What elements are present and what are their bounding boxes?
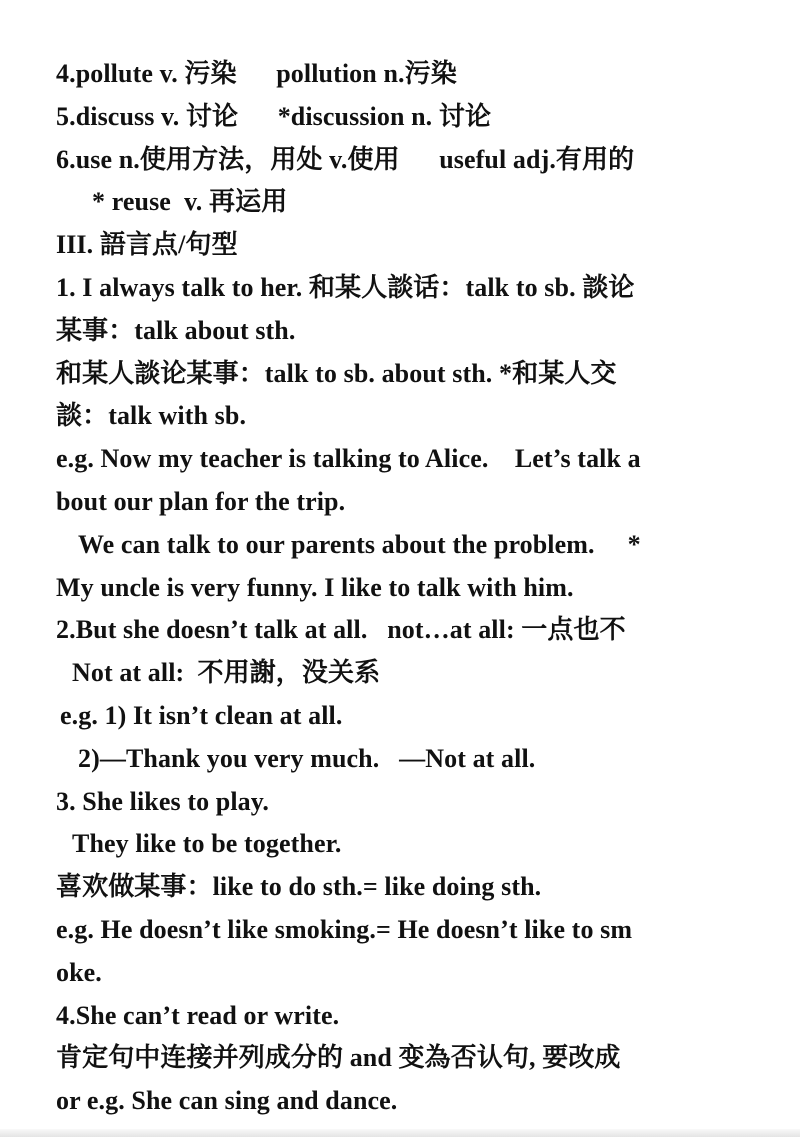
page-bottom-shadow	[0, 1129, 800, 1137]
text-line: 肯定句中连接并列成分的 and 变為否认句, 要改成	[56, 1043, 621, 1073]
text-line: 談：talk with sb.	[56, 401, 247, 431]
text-line: 喜欢做某事：like to do sth.= like doing sth.	[56, 872, 542, 902]
text-line: 4.She can’t read or write.	[56, 1000, 340, 1030]
text-line: e.g. 1) It isn’t clean at all.	[60, 700, 343, 730]
text-line: * reuse v. 再运用	[92, 187, 288, 217]
text-line: 5.discuss v. 讨论 *discussion n. 讨论	[56, 101, 492, 131]
text-line: e.g. He doesn’t like smoking.= He doesn’t like to sm	[56, 914, 633, 944]
text-line: 3. She likes to play.	[56, 786, 270, 816]
text-line: We can talk to our parents about the problem. *	[78, 529, 641, 559]
section-heading: III. 語言点/句型	[56, 230, 238, 260]
text-line: They like to be together.	[72, 829, 342, 859]
text-line: bout our plan for the trip.	[56, 486, 346, 516]
text-line: or e.g. She can sing and dance.	[56, 1086, 398, 1116]
text-line: oke.	[56, 957, 102, 987]
document-body	[0, 53, 800, 1123]
text-line: 2.But she doesn’t talk at all. not…at all: 一点也不	[56, 615, 626, 645]
text-line: Not at all: 不用謝，没关系	[72, 658, 381, 688]
text-line: 某事：talk about sth.	[56, 315, 296, 345]
text-line: My uncle is very funny. I like to talk with him.	[56, 572, 574, 602]
text-line: 4.pollute v. 污染 pollution n.污染	[56, 59, 457, 88]
text-line: 2)—Thank you very much. —Not at all.	[78, 743, 536, 773]
text-line: 和某人談论某事：talk to sb. about sth. *和某人交	[56, 358, 617, 388]
text-line: 6.use n.使用方法，用处 v.使用 useful adj.有用的	[56, 144, 635, 174]
text-line: e.g. Now my teacher is talking to Alice. Let’s talk a	[56, 444, 641, 474]
text-line: 1. I always talk to her. 和某人談话：talk to sb. 談论	[56, 272, 635, 302]
